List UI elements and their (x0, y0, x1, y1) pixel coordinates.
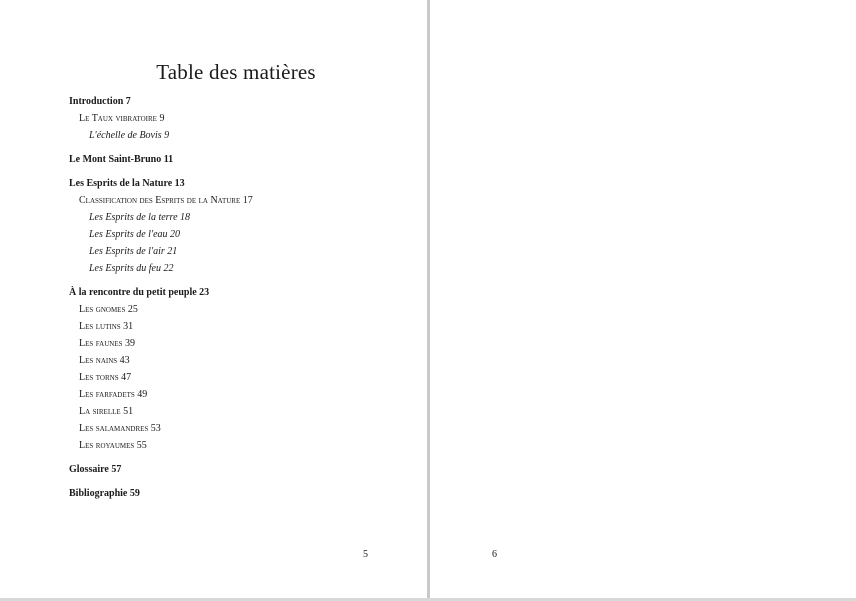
toc-entry-level-2: La sirelle 51 (79, 406, 134, 417)
toc-entry-level-2: Les farfadets 49 (79, 389, 148, 400)
left-page-number: 5 (363, 549, 368, 560)
toc-entry-level-2: Les faunes 39 (79, 338, 135, 349)
toc-entry-level-3: Les Esprits de l'air 21 (89, 246, 178, 257)
toc-entry-level-2: Les lutins 31 (79, 321, 134, 332)
toc-title: Table des matières (156, 60, 316, 84)
toc-entry-level-1: À la rencontre du petit peuple 23 (69, 287, 210, 298)
toc-entry-level-1: Introduction 7 (69, 96, 131, 107)
toc-entry-level-1: Les Esprits de la Nature 13 (69, 178, 185, 189)
toc-entry-level-2: Classification des Esprits de la Nature 17 (79, 195, 253, 206)
toc-entry-level-2: Les torns 47 (79, 372, 132, 383)
left-page (0, 0, 427, 598)
toc-entry-level-1: Bibliographie 59 (69, 488, 140, 499)
toc-entry-level-2: Les nains 43 (79, 355, 130, 366)
toc-entry-level-2: Les royaumes 55 (79, 440, 147, 451)
toc-entry-level-2: Le Taux vibratoire 9 (79, 113, 165, 124)
toc-entry-level-3: Les Esprits du feu 22 (89, 263, 174, 274)
toc-entry-level-3: L'échelle de Bovis 9 (89, 130, 170, 141)
toc-entry-level-3: Les Esprits de l'eau 20 (89, 229, 181, 240)
toc-entry-level-2: Les salamandres 53 (79, 423, 161, 434)
toc-entry-level-2: Les gnomes 25 (79, 304, 138, 315)
right-page-number: 6 (492, 549, 497, 560)
right-page (430, 0, 856, 598)
toc-entry-level-3: Les Esprits de la terre 18 (89, 212, 191, 223)
toc-entry-level-1: Le Mont Saint-Bruno 11 (69, 154, 174, 165)
toc-entry-level-1: Glossaire 57 (69, 464, 122, 475)
